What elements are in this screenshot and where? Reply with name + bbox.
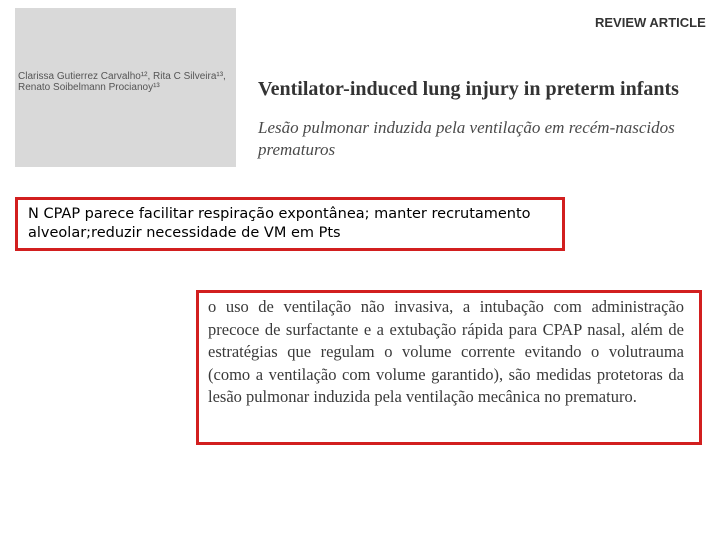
excerpt-box: [196, 290, 702, 445]
article-title-english: Ventilator-induced lung injury in preterm infants: [258, 78, 679, 100]
annotation-box: [15, 197, 565, 251]
excerpt-text: o uso de ventilação não invasiva, a intubação com administração precoce de surfactante e a extubação rápida para CPAP nasal, além de estratégias que regulam o volume corrente evitando o volutrauma (como a ventilação com volume garantido), são medidas protetoras da lesão pulmonar induzida pela ventilação mecânica no prematuro.: [208, 297, 684, 406]
annotation-text: N CPAP parece facilitar respiração expontânea; manter recrutamento alveolar;reduzir necessidade de VM em Pts: [28, 206, 531, 241]
article-title-portuguese: Lesão pulmonar induzida pela ventilação em recém-nascidos prematuros: [258, 118, 675, 159]
author-list: Clarissa Gutierrez Carvalho¹², Rita C Silveira¹³, Renato Soibelmann Procianoy¹³: [18, 71, 226, 93]
section-label: REVIEW ARTICLE: [595, 15, 706, 30]
